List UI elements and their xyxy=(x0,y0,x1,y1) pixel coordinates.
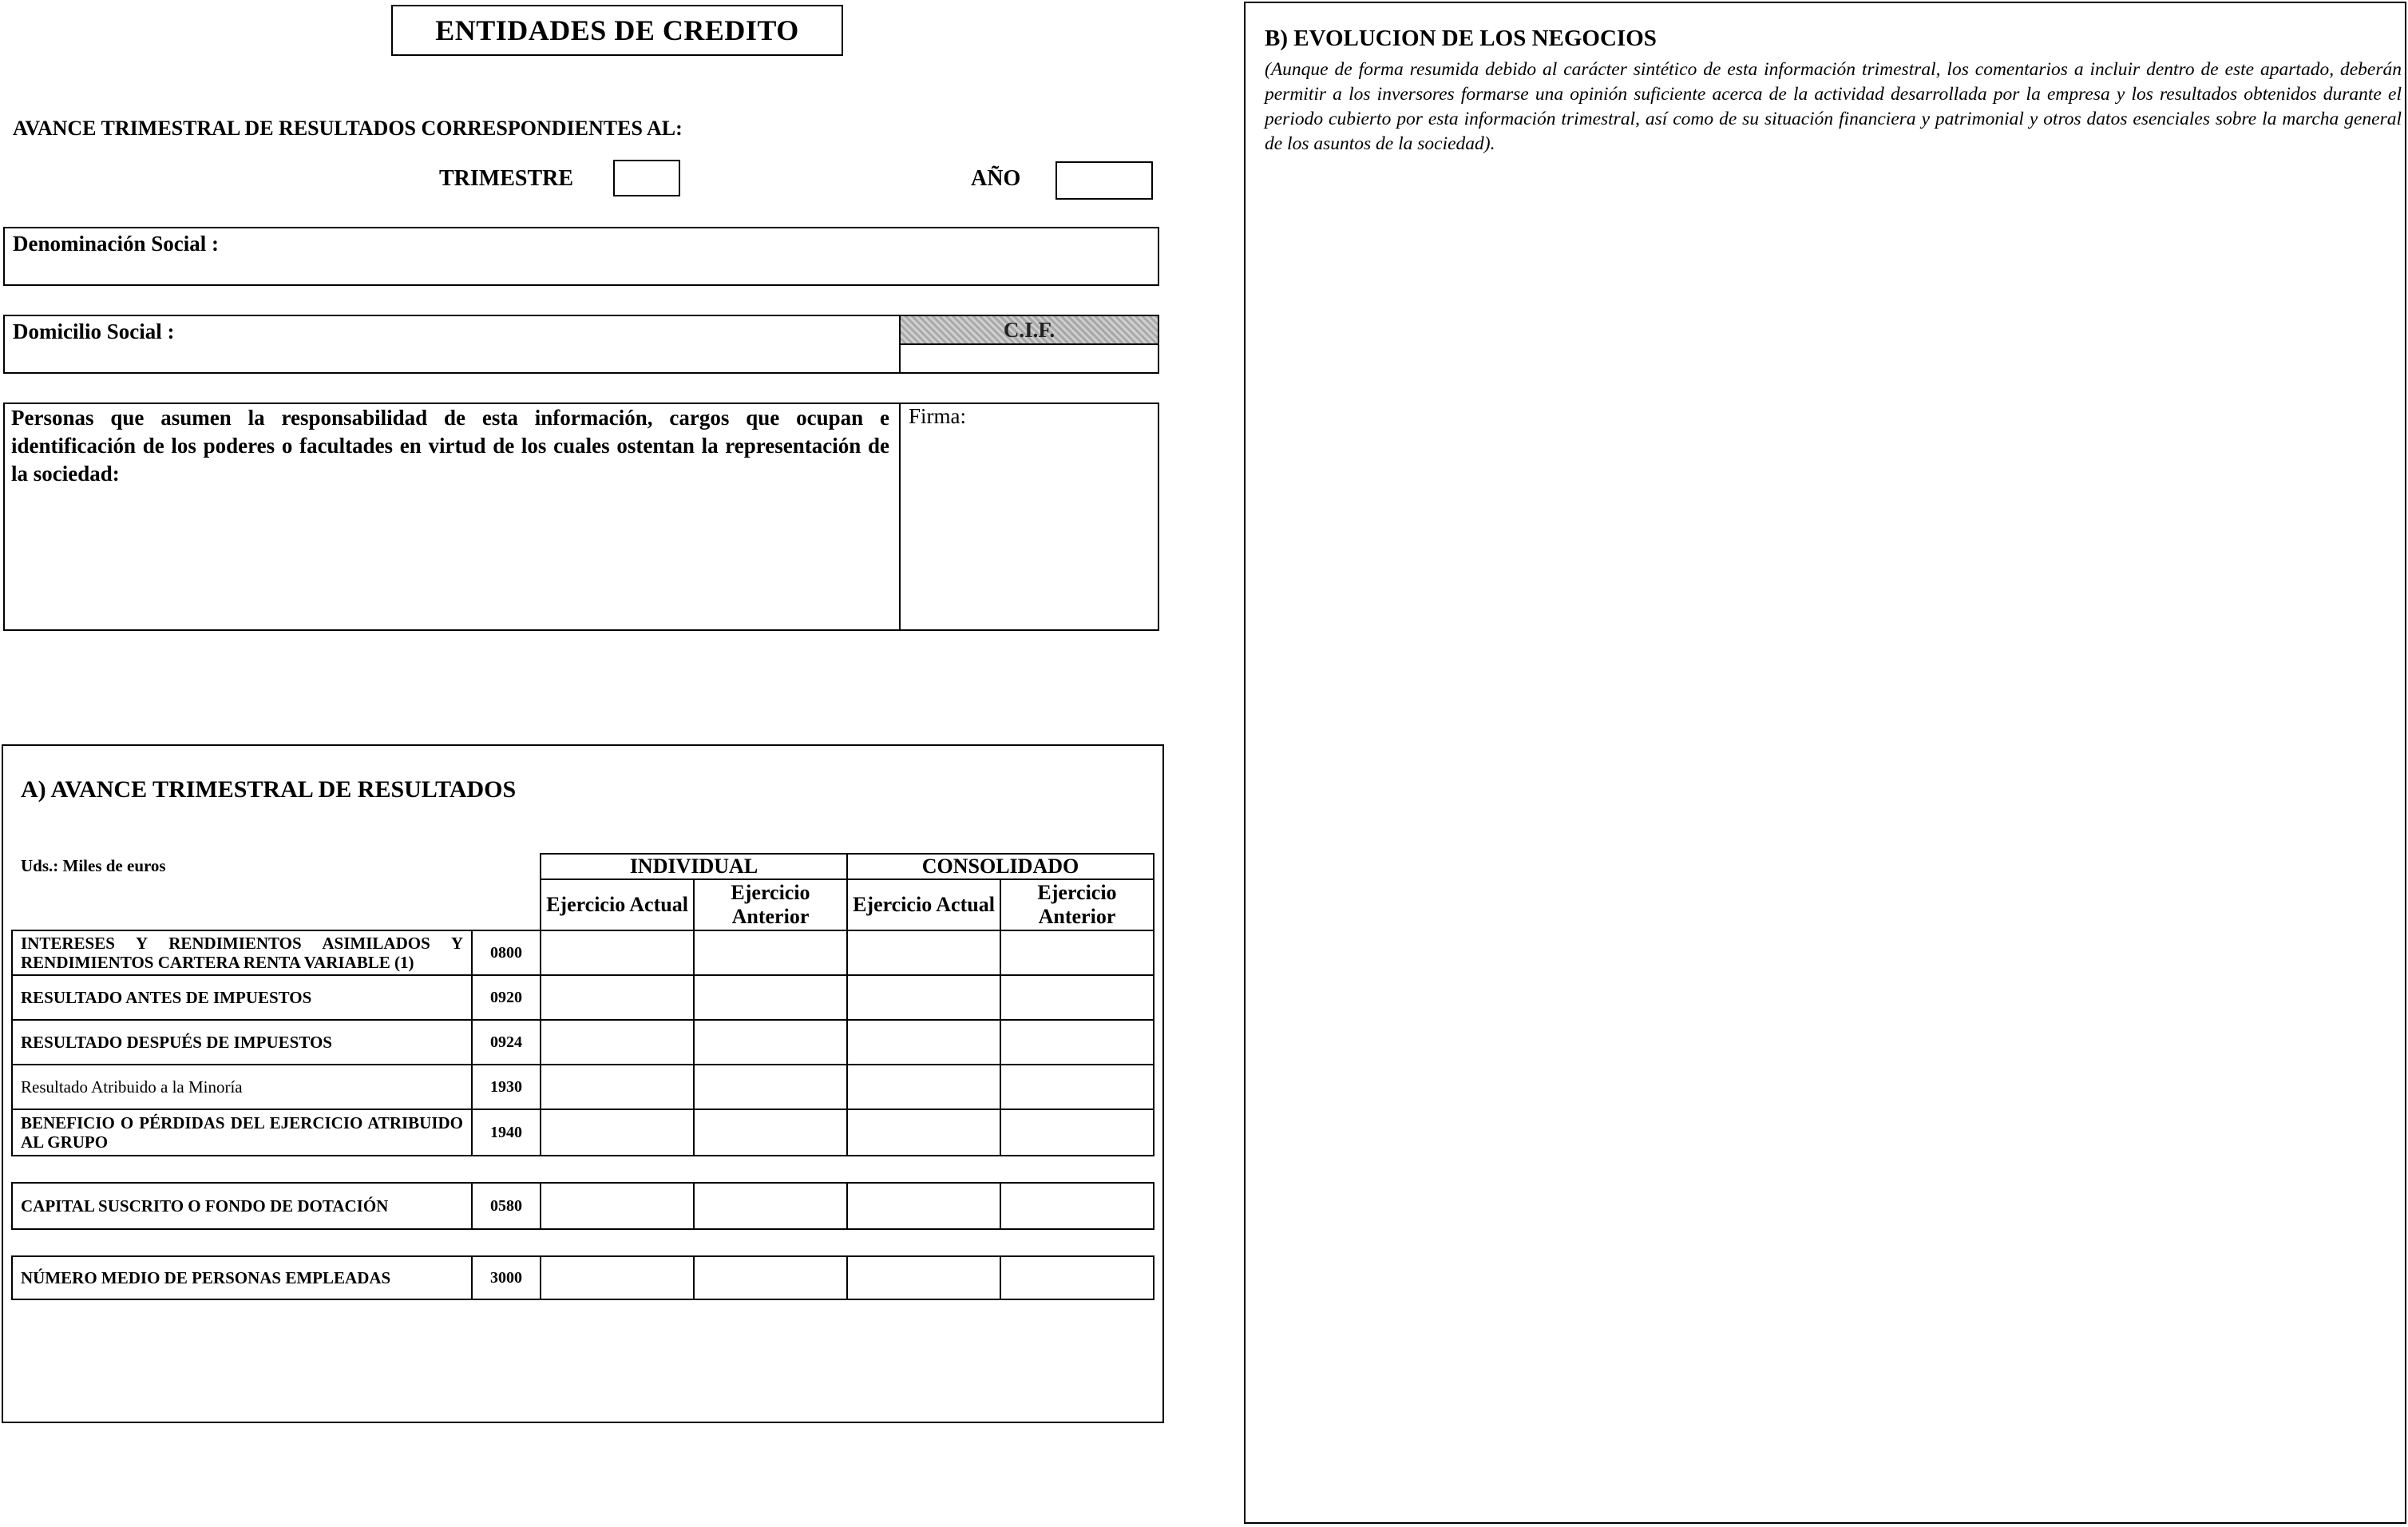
value-cell[interactable] xyxy=(693,1109,848,1156)
section-a-title: A) AVANCE TRIMESTRAL DE RESULTADOS xyxy=(21,776,517,803)
value-cell[interactable] xyxy=(693,974,848,1021)
individual-header: INDIVIDUAL xyxy=(540,853,848,880)
value-cell[interactable] xyxy=(846,1109,1001,1156)
row-label: RESULTADO DESPUÉS DE IMPUESTOS xyxy=(11,1019,473,1065)
value-cell[interactable] xyxy=(693,1182,848,1230)
units-label: Uds.: Miles de euros xyxy=(21,856,166,875)
consolidado-header: CONSOLIDADO xyxy=(846,853,1154,880)
trimestre-input[interactable] xyxy=(613,160,680,196)
value-cell[interactable] xyxy=(1000,1182,1154,1230)
capital-code: 0580 xyxy=(471,1182,541,1230)
value-cell[interactable] xyxy=(1000,1255,1154,1300)
value-cell[interactable] xyxy=(540,1064,695,1110)
firma-label: Firma: xyxy=(909,404,966,428)
col-ind-anterior: Ejercicio Anterior xyxy=(693,879,848,931)
value-cell[interactable] xyxy=(1000,974,1154,1021)
value-cell[interactable] xyxy=(846,1255,1001,1300)
value-cell[interactable] xyxy=(693,930,848,976)
denominacion-label: Denominación Social : xyxy=(13,232,220,256)
row-code: 1930 xyxy=(471,1064,541,1110)
value-cell[interactable] xyxy=(846,974,1001,1021)
row-code: 1940 xyxy=(471,1109,541,1156)
value-cell[interactable] xyxy=(540,1182,695,1230)
value-cell[interactable] xyxy=(540,1255,695,1300)
avance-line: AVANCE TRIMESTRAL DE RESULTADOS CORRESPONDIENTES AL: xyxy=(13,117,683,140)
empleados-label: NÚMERO MEDIO DE PERSONAS EMPLEADAS xyxy=(11,1255,473,1300)
row-label: RESULTADO ANTES DE IMPUESTOS xyxy=(11,974,473,1021)
value-cell[interactable] xyxy=(540,1109,695,1156)
denominacion-field[interactable] xyxy=(3,227,1159,286)
col-con-anterior: Ejercicio Anterior xyxy=(1000,879,1154,931)
value-cell[interactable] xyxy=(693,1064,848,1110)
col-ind-actual: Ejercicio Actual xyxy=(540,879,695,931)
value-cell[interactable] xyxy=(540,1019,695,1065)
value-cell[interactable] xyxy=(846,1019,1001,1065)
value-cell[interactable] xyxy=(1000,1109,1154,1156)
firma-divider xyxy=(899,403,901,631)
row-label: BENEFICIO O PÉRDIDAS DEL EJERCICIO ATRIBUIDO AL GRUPO xyxy=(11,1109,473,1156)
value-cell[interactable] xyxy=(1000,1064,1154,1110)
value-cell[interactable] xyxy=(1000,930,1154,976)
value-cell[interactable] xyxy=(846,1064,1001,1110)
row-code: 0800 xyxy=(471,930,541,976)
value-cell[interactable] xyxy=(540,930,695,976)
section-b-instructions: (Aunque de forma resumida debido al carácter sintético de esta información trimestral, los comentarios a incluir dentro de este apartado, deberán permitir a los inversores formarse una opinión suficiente acerca de la actividad desarrollada por la empresa y los resultados obtenidos durante el periodo cubierto por esta información trimestral, así como de su situación financiera y patrimonial y otros datos esenciales sobre la marcha general de los asuntos de la sociedad). xyxy=(1265,59,2402,154)
value-cell[interactable] xyxy=(846,1182,1001,1230)
empleados-code: 3000 xyxy=(471,1255,541,1300)
cif-label: C.I.F. xyxy=(901,316,1158,345)
col-con-actual: Ejercicio Actual xyxy=(846,879,1001,931)
section-b-title: B) EVOLUCION DE LOS NEGOCIOS xyxy=(1265,26,1657,51)
value-cell[interactable] xyxy=(846,930,1001,976)
row-code: 0920 xyxy=(471,974,541,1021)
capital-label: CAPITAL SUSCRITO O FONDO DE DOTACIÓN xyxy=(11,1182,473,1230)
value-cell[interactable] xyxy=(693,1019,848,1065)
value-cell[interactable] xyxy=(540,974,695,1021)
form-title: ENTIDADES DE CREDITO xyxy=(391,5,843,56)
domicilio-label: Domicilio Social : xyxy=(13,319,175,343)
ano-label: AÑO xyxy=(971,166,1021,191)
ano-input[interactable] xyxy=(1055,161,1153,200)
responsables-label: Personas que asumen la responsabilidad de esta información, cargos que ocupan e identificación de los poderes o facultades en virtud de los cuales ostentan la representación de la sociedad: xyxy=(11,406,889,486)
row-label: INTERESES Y RENDIMIENTOS ASIMILADOS Y RENDIMIENTOS CARTERA RENTA VARIABLE (1) xyxy=(11,930,473,976)
row-code: 0924 xyxy=(471,1019,541,1065)
row-label: Resultado Atribuido a la Minoría xyxy=(11,1064,473,1110)
section-b-box[interactable] xyxy=(1244,2,2406,1524)
value-cell[interactable] xyxy=(693,1255,848,1300)
trimestre-label: TRIMESTRE xyxy=(439,166,574,191)
value-cell[interactable] xyxy=(1000,1019,1154,1065)
